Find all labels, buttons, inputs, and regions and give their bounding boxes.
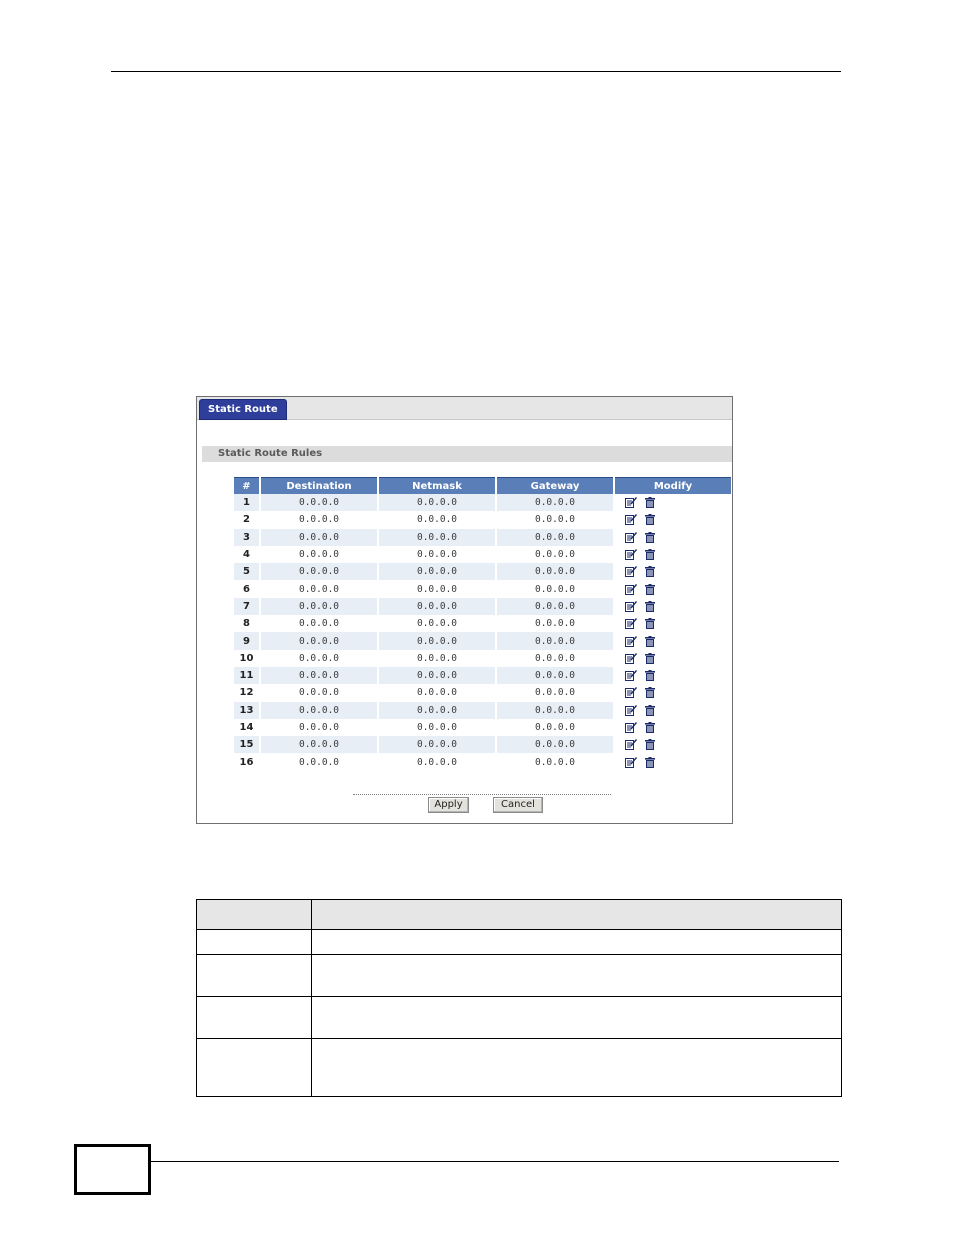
edit-icon[interactable] [625,722,637,733]
rule-gateway: 0.0.0.0 [497,563,613,580]
rule-modify [615,598,731,615]
col-header-netmask: Netmask [379,477,495,494]
rule-netmask: 0.0.0.0 [379,702,495,719]
rule-modify [615,632,731,649]
rule-gateway: 0.0.0.0 [534,618,576,630]
rule-number: 1 [234,494,259,511]
button-divider [353,794,611,795]
rule-modify [615,494,731,511]
table-row [234,511,731,528]
rule-modify [615,753,731,770]
desc-row [197,997,842,1039]
rule-destination: 0.0.0.0 [298,514,340,526]
trash-icon[interactable] [645,618,657,629]
edit-icon[interactable] [625,549,637,560]
rule-netmask: 0.0.0.0 [416,549,458,561]
rule-modify [615,667,731,684]
rule-netmask: 0.0.0.0 [379,667,495,684]
trash-icon[interactable] [645,532,657,543]
rule-netmask: 0.0.0.0 [379,494,495,511]
rule-destination: 0.0.0.0 [298,722,340,733]
table-row [234,684,731,701]
table-row [234,736,731,753]
trash-icon[interactable] [645,636,657,647]
rule-destination: 0.0.0.0 [261,598,377,615]
rule-number: 10 [239,652,254,664]
rule-destination: 0.0.0.0 [298,687,340,699]
rule-netmask: 0.0.0.0 [379,563,495,580]
trash-icon[interactable] [645,739,657,750]
trash-icon[interactable] [645,514,657,525]
rule-destination: 0.0.0.0 [261,529,377,546]
edit-icon[interactable] [625,739,637,750]
edit-icon[interactable] [625,705,637,716]
edit-icon[interactable] [625,584,637,595]
rule-gateway: 0.0.0.0 [497,494,613,511]
rule-netmask: 0.0.0.0 [416,618,458,630]
rule-destination: 0.0.0.0 [298,583,340,595]
rule-gateway: 0.0.0.0 [534,514,576,526]
desc-header-label [197,900,312,930]
desc-header-row [197,900,842,930]
rule-destination: 0.0.0.0 [298,652,340,664]
rule-number: 5 [234,563,259,580]
rule-number: 4 [243,549,250,561]
rule-destination: 0.0.0.0 [298,756,340,768]
desc-header-description [312,900,842,930]
rule-destination: 0.0.0.0 [261,563,377,580]
col-header-destination: Destination [261,477,377,494]
rule-gateway: 0.0.0.0 [534,756,576,768]
rule-number: 15 [234,736,259,753]
rule-gateway: 0.0.0.0 [534,722,576,733]
rule-number: 16 [239,756,254,768]
trash-icon[interactable] [645,601,657,612]
table-row [234,632,731,649]
rule-destination: 0.0.0.0 [261,632,377,649]
trash-icon[interactable] [645,687,657,698]
rule-netmask: 0.0.0.0 [379,736,495,753]
rule-number: 9 [234,632,259,649]
trash-icon[interactable] [645,653,657,664]
tab-static-route[interactable]: Static Route [199,399,287,420]
col-header-modify: Modify [615,477,731,494]
rule-netmask: 0.0.0.0 [416,687,458,699]
rule-gateway: 0.0.0.0 [497,736,613,753]
rule-destination: 0.0.0.0 [298,618,340,630]
trash-icon[interactable] [645,757,657,768]
edit-icon[interactable] [625,601,637,612]
page-number-box [74,1144,151,1195]
rule-gateway: 0.0.0.0 [534,583,576,595]
table-row [234,494,731,511]
table-row [234,580,731,597]
apply-button[interactable]: Apply [428,797,469,813]
section-title: Static Route Rules [202,446,732,462]
rule-modify [615,546,731,563]
rule-number: 3 [234,529,259,546]
edit-icon[interactable] [625,566,637,577]
rule-netmask: 0.0.0.0 [416,652,458,664]
trash-icon[interactable] [645,705,657,716]
edit-icon[interactable] [625,532,637,543]
table-header-row [234,477,731,494]
trash-icon[interactable] [645,722,657,733]
rule-gateway: 0.0.0.0 [534,687,576,699]
rule-number: 14 [239,722,254,733]
rule-destination: 0.0.0.0 [261,494,377,511]
rule-modify [615,719,731,736]
rule-modify [615,702,731,719]
rule-netmask: 0.0.0.0 [379,632,495,649]
rule-destination: 0.0.0.0 [261,736,377,753]
header-rule [111,71,841,72]
rule-number: 2 [243,514,250,526]
footer-rule [151,1161,839,1162]
rule-number: 12 [239,687,254,699]
rule-gateway: 0.0.0.0 [497,529,613,546]
rule-gateway: 0.0.0.0 [497,598,613,615]
table-row [234,753,731,770]
tab-bar [197,397,732,420]
rule-netmask: 0.0.0.0 [416,756,458,768]
rule-gateway: 0.0.0.0 [534,652,576,664]
edit-icon[interactable] [625,687,637,698]
rule-number: 8 [243,618,250,630]
rule-number: 13 [234,702,259,719]
desc-row [197,1039,842,1097]
rule-modify [615,511,731,528]
description-table [196,899,842,1097]
static-route-screen [196,396,733,824]
rule-destination: 0.0.0.0 [261,702,377,719]
trash-icon[interactable] [645,566,657,577]
rule-modify [615,580,731,597]
edit-icon[interactable] [625,497,637,508]
rule-netmask: 0.0.0.0 [416,514,458,526]
rule-modify [615,684,731,701]
table-row [234,719,731,736]
rule-modify [615,529,731,546]
table-row [234,650,731,667]
rule-number: 6 [243,583,250,595]
table-row [234,702,731,719]
trash-icon[interactable] [645,497,657,508]
rule-modify [615,563,731,580]
rule-number: 7 [234,598,259,615]
edit-icon[interactable] [625,653,637,664]
rule-modify [615,615,731,632]
rule-netmask: 0.0.0.0 [379,529,495,546]
edit-icon[interactable] [625,618,637,629]
static-route-table [232,477,733,771]
table-row [234,598,731,615]
table-row [234,546,731,563]
desc-row [197,930,842,955]
edit-icon[interactable] [625,757,637,768]
rule-gateway: 0.0.0.0 [497,702,613,719]
table-row [234,529,731,546]
table-row [234,667,731,684]
trash-icon[interactable] [645,584,657,595]
rule-destination: 0.0.0.0 [298,549,340,561]
rule-modify [615,736,731,753]
edit-icon[interactable] [625,670,637,681]
rule-destination: 0.0.0.0 [261,667,377,684]
desc-row [197,955,842,997]
rule-netmask: 0.0.0.0 [379,598,495,615]
edit-icon[interactable] [625,636,637,647]
table-row [234,563,731,580]
trash-icon[interactable] [645,549,657,560]
trash-icon[interactable] [645,670,657,681]
rule-gateway: 0.0.0.0 [534,549,576,561]
edit-icon[interactable] [625,514,637,525]
rule-gateway: 0.0.0.0 [497,667,613,684]
rule-netmask: 0.0.0.0 [416,722,458,733]
rule-modify [615,650,731,667]
cancel-button[interactable]: Cancel [493,797,543,813]
rule-gateway: 0.0.0.0 [497,632,613,649]
table-row [234,615,731,632]
rule-number: 11 [234,667,259,684]
col-header-number: # [234,477,259,494]
rule-netmask: 0.0.0.0 [416,583,458,595]
col-header-gateway: Gateway [497,477,613,494]
